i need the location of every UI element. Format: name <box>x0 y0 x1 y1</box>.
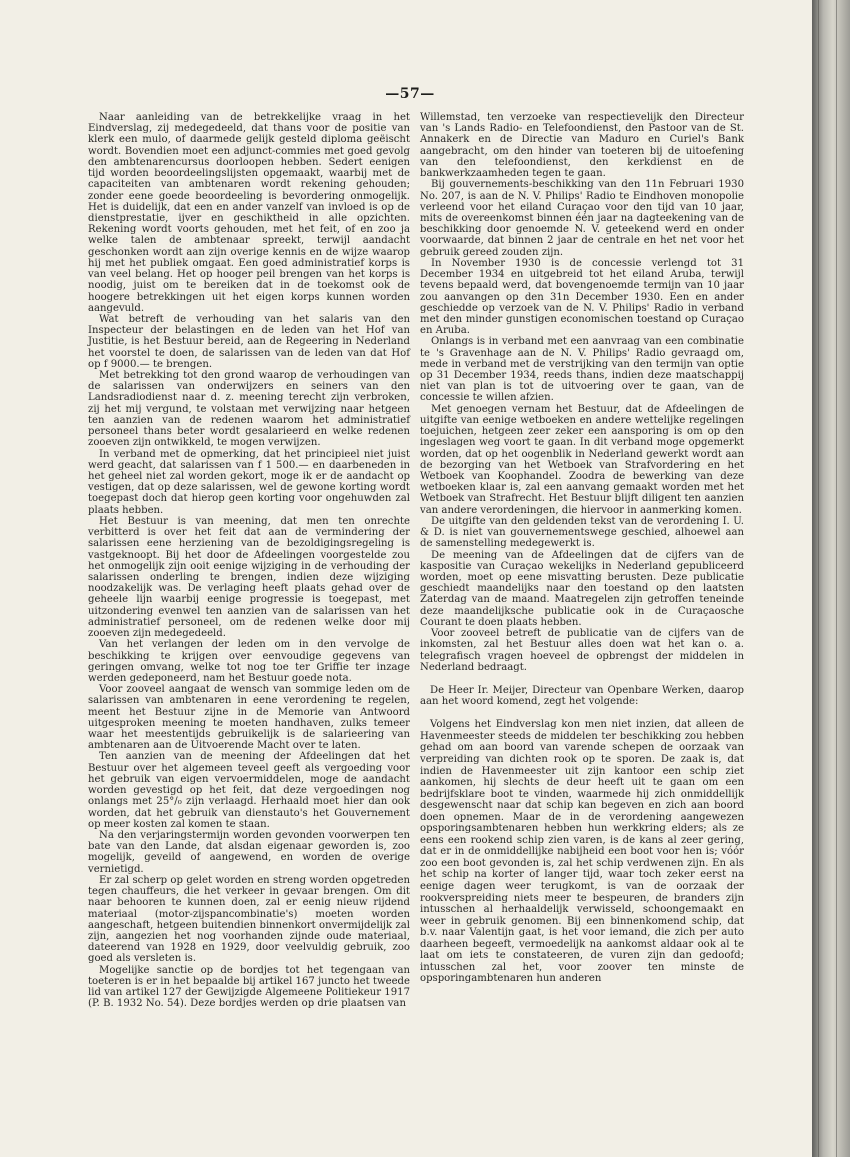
paragraph: Met genoegen vernam het Bestuur, dat de Afdeelingen de uitgifte van eenige wetboeken en andere wettelijke regelingen toejuichen, hetgeen zeer zeker een aansporing is om op den ingeslagen weg voort te gaan. In dit verband moge opgemerkt worden, dat op het oogenblik in Nederland gewerkt wordt aan de bezorging van het Wetboek van Strafvordering en het Wetboek van Koophandel. Zoodra de bewerking van deze wetboeken klaar is, zal een aanvang gemaakt worden met het Wetboek van Strafrecht. Het Bestuur blijft diligent ten aanzien van andere verordeningen, die hiervoor in aanmerking komen. <box>420 403 744 516</box>
paragraph: Er zal scherp op gelet worden en streng worden opgetreden tegen chauffeurs, die het verkeer in gevaar brengen. Om dit naar behooren te kunnen doen, zal er eenig nieuw rijdend materiaal (motor-zijspancombinatie's) moeten worden aangeschaft, hetgeen buitendien binnenkort onvermijdelijk zal zijn, aangezien het nog voorhanden zijnde oude materiaal, dateerend van 1928 en 1929, door veelvuldig gebruik, zoo goed als versleten is. <box>88 874 410 965</box>
paragraph: Het Bestuur is van meening, dat men ten onrechte verbitterd is over het feit dat aan de vermindering der salarissen eene herziening van de bezoldigingsregeling is vastgeknoopt. Bij het door de Afdeelingen voorgestelde zou het onmogelijk zijn ooit eenige wijziging in de verhouding der salarissen onderling te brengen, indien deze wijziging noodzakelijk was. De verlaging heeft plaats gehad over de geheele lijn waarbij eenige progressie is toegepast, met uitzondering evenwel ten aanzien van de salarissen van het administratief personeel, om de redenen welke door mij zooeven zijn medegedeeld. <box>88 515 410 640</box>
paragraph: Van het verlangen der leden om in den vervolge de beschikking te krijgen over eenvoudige gegevens van geringen omvang, welke tot nog toe ter Griffie ter inzage werden gedeponeerd, nam het Bestuur goede nota. <box>88 639 410 684</box>
right-column <box>420 112 744 985</box>
paragraph: In November 1930 is de concessie verlengd tot 31 December 1934 en uitgebreid tot het eiland Aruba, terwijl tevens bepaald werd, dat bovengenoemde termijn van 10 jaar zou aanvangen op den 31n December 1930. Een en ander geschiedde op verzoek van de N. V. Philips' Radio in verband met den minder gunstigen economischen toestand op Curaçao en Aruba. <box>420 257 744 337</box>
paragraph: Wat betreft de verhouding van het salaris van den Inspecteur der belastingen en de leden van het Hof van Justitie, is het Bestuur bereid, aan de Regeering in Nederland het voorstel te doen, de salarissen van de leden van dat Hof op f 9000.— te brengen. <box>88 313 410 370</box>
paragraph: Onlangs is in verband met een aanvraag van een combinatie te 's Gravenhage aan de N. V. Philips' Radio gevraagd om, mede in verband met de verstrijking van den termijn van optie op 31 December 1934, reeds thans, indien deze maatschappij niet van plan is tot de uitvoering over te gaan, van de concessie te willen afzien. <box>420 336 744 404</box>
paragraph: Na den verjaringstermijn worden gevonden voorwerpen ten bate van den Lande, dat alsdan eigenaar geworden is, zoo mogelijk, geveild of aangewend, en worden de overige vernietigd. <box>88 830 410 875</box>
page-number: —57— <box>385 86 435 102</box>
paragraph: De uitgifte van den geldenden tekst van de verordening I. U. & D. is niet van gouvernementswege geschied, alhoewel aan de samenstelling medegewerkt is. <box>420 515 744 550</box>
book-spine <box>812 0 850 1157</box>
section-gap <box>420 707 744 719</box>
section-gap <box>420 673 744 685</box>
paragraph: Voor zooveel aangaat de wensch van sommige leden om de salarissen van ambtenaren in eene verordening te regelen, meent het Bestuur zijne in de Memorie van Antwoord uitgesproken meening te moeten handhaven, zulks temeer waar het meestentijds gebruikelijk is de salarieering van ambtenaren aan de Uitvoerende Macht over te laten. <box>88 684 410 752</box>
paragraph: Ten aanzien van de meening der Afdeelingen dat het Bestuur over het algemeen teveel geeft als vergoeding voor het gebruik van eigen vervoermiddelen, moge de aandacht worden gevestigd op het feit, dat deze vergoedingen nog onlangs met 25°/₀ zijn verlaagd. Herhaald moet hier dan ook worden, dat het gebruik van dienstauto's het Gouvernement op meer kosten zal komen te staan. <box>88 751 410 830</box>
paragraph: Mogelijke sanctie op de bordjes tot het tegengaan van toeteren is er in het bepaalde bij artikel 167 juncto het tweede lid van artikel 127 der Gewijzigde Algemeene Politiekeur 1917 (P. B. 1932 No. 54). Deze bordjes werden op drie plaatsen van <box>88 964 410 1010</box>
speaker-intro: De Heer Ir. Meijer, Directeur van Openbare Werken, daarop aan het woord komend, zegt het volgende: <box>420 684 744 708</box>
paragraph: Naar aanleiding van de betrekkelijke vraag in het Eindverslag, zij medegedeeld, dat thans voor de positie van klerk een mulo, of daarmede gelijk gesteld diploma geëischt wordt. Bovendien moet een adjunct-commies met goed gevolg den ambtenarencursus doorloopen hebben. Sedert eenigen tijd worden beoordeelingslijsten opgemaakt, waarbij met de capaciteiten van ambtenaren wordt rekening gehouden; zonder eene goede beoordeeling is bevordering onmogelijk. Het is duidelijk, dat een en ander vanzelf van invloed is op de dienstprestatie, ijver en geschiktheid in alle opzichten. Rekening wordt voorts gehouden, met het feit, of en zoo ja welke talen de ambtenaar spreekt, terwijl aandacht geschonken wordt aan zijn overige kennis en de wijze waarop hij met het publiek omgaat. Een goed administratief korps is van veel belang. Het op hooger peil brengen van het korps is noodig, juist om te bereiken dat in de toekomst ook de hoogere betrekkingen uit het eigen korps kunnen worden aangevuld. <box>88 112 410 314</box>
spine-edge <box>818 0 819 1157</box>
spine-edge <box>836 0 837 1157</box>
paragraph: De meening van de Afdeelingen dat de cijfers van de kaspositie van Curaçao wekelijks in Nederland gepubliceerd worden, moet op eene misvatting berusten. Deze publicatie geschiedt maandelijks naar den toestand op den laatsten Zaterdag van de maand. Maatregelen zijn getroffen teneinde deze maandelijksche publicatie ook in de Curaçaosche Courant te doen plaats hebben. <box>420 549 744 628</box>
speech-paragraph: Volgens het Eindverslag kon men niet inzien, dat alleen de Havenmeester steeds de middelen ter beschikking zou hebben gehad om aan boord van varende schepen de oorzaak van verpreiding van dichten rook op te sporen. De zaak is, dat indien de Havenmeester uit zijn kantoor een schip ziet aankomen, hij slechts de deur heeft uit te gaan om een bedrijfsklare boot te vinden, waarmede hij zich onmiddellijk desgewenscht naar dat schip kan begeven en zich aan boord doen opnemen. Maar de in de verordening aangewezen opsporingsambtenaren hebben hun werkkring elders; als ze eens een rookend schip zien varen, is de kans al zeer gering, dat er in de onmiddellijke nabijheid een boot voor hen is; vóór zoo een boot gevonden is, zal het schip verdwenen zijn. En als het schip na korter of langer tijd, waar toch zeker eerst na eenige dagen weer terugkomt, is van de oorzaak der rookverspreiding niets meer te bespeuren, de branders zijn intusschen al herhaaldelijk verwisseld, schoongemaakt en weer in gebruik genomen. Bij een binnenkomend schip, dat b.v. naar Valentijn gaat, is het voor iemand, die zich per auto daarheen begeeft, vermoedelijk na aankomst aldaar ook al te laat om iets te constateeren, de vuren zijn dan gedoofd; intusschen zal het, voor zoover ten minste de opsporingambtenaren hun anderen <box>420 719 744 985</box>
paragraph: Willemstad, ten verzoeke van respectievelijk den Directeur van 's Lands Radio- en Telefoondienst, den Pastoor van de St. Annakerk en de Directie van Maduro en Curiel's Bank aangebracht, om den hinder van toeteren bij de uitoefening van den telefoondienst, den kerkdienst en de bankwerkzaamheden tegen te gaan. <box>420 112 744 180</box>
paragraph: Met betrekking tot den grond waarop de verhoudingen van de salarissen van onderwijzers en seiners van den Landsradiodienst naar d. z. meening terecht zijn verbroken, zij het mij vergund, te volstaan met verwijzing naar hetgeen ten aanzien van de redenen waarom het administratief personeel thans beter wordt gesalarieerd en welke redenen zooeven zijn ontwikkeld, te mogen verwijzen. <box>88 370 410 449</box>
paragraph: Voor zooveel betreft de publicatie van de cijfers van de inkomsten, zal het Bestuur alles doen wat het kan o. a. telegrafisch vragen hoeveel de opbrengst der middelen in Nederland bedraagt. <box>420 628 744 673</box>
paragraph: In verband met de opmerking, dat het principieel niet juist werd geacht, dat salarissen van f 1 500.— en daarbeneden in het geheel niet zal worden gekort, moge ik er de aandacht op vestigen, dat op deze salarissen, wel de gewone korting wordt toegepast doch dat hierop geen korting voor ongehuwden zal plaats hebben. <box>88 448 410 516</box>
speech-block <box>420 719 744 985</box>
left-column <box>88 112 410 1010</box>
paragraph: Bij gouvernements-beschikking van den 11n Februari 1930 No. 207, is aan de N. V. Philips' Radio te Eindhoven monopolie verleend voor het eiland Curaçao voor den tijd van 10 jaar, mits de overeenkomst binnen één jaar na dagteekening van de beschikking door genoemde N. V. geteekend werd en onder voorwaarde, dat binnen 2 jaar de centrale en het net voor het gebruik gereed zouden zijn. <box>420 179 744 258</box>
